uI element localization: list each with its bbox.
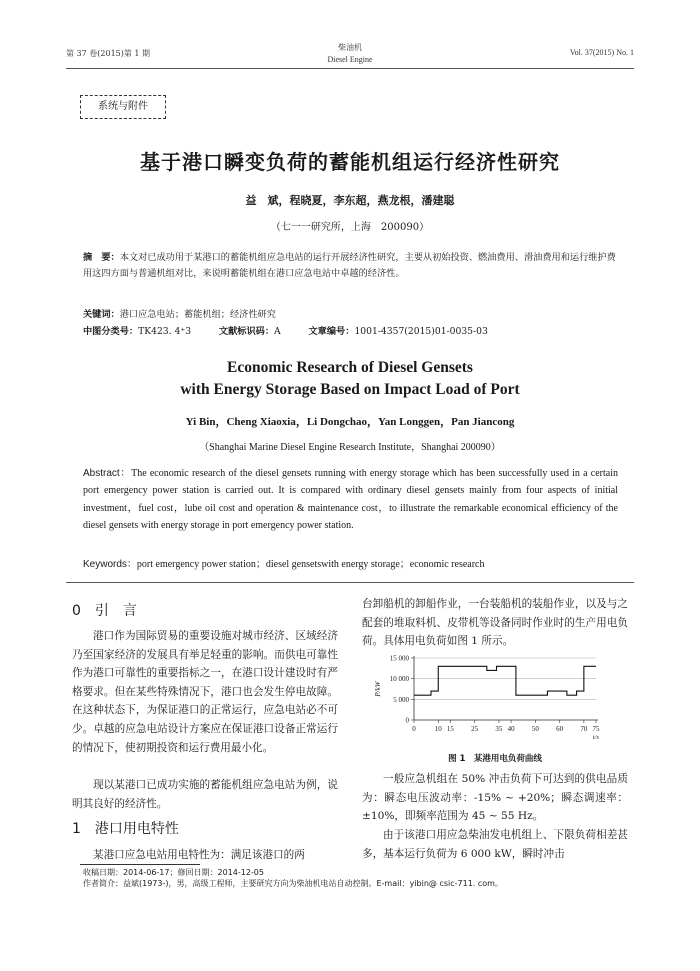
y-axis-label: P/kW xyxy=(374,681,382,697)
title-en-line1: Economic Research of Diesel Gensets xyxy=(227,359,473,376)
y-tick-label: 15 000 xyxy=(389,654,409,663)
x-tick-label: 50 xyxy=(531,725,539,733)
abstract-cn xyxy=(83,250,618,282)
clc-value: TK423. 4⁺3 xyxy=(138,326,192,337)
header-rule xyxy=(66,68,634,69)
doc-code-value: A xyxy=(274,326,281,337)
keywords-en xyxy=(83,556,618,573)
x-tick-label: 40 xyxy=(507,725,515,733)
authors-en: Yi Bin，Cheng Xiaoxia，Li Dongchao，Yan Longgen，Pan Jiancong xyxy=(185,416,515,428)
x-tick-label: 70 xyxy=(580,725,588,733)
x-axis-label: t/s xyxy=(592,734,600,741)
keywords-cn-label: 关键词： xyxy=(83,309,120,320)
abstract-en-text: The economic research of the diesel gensets running with energy storage which has been successfully used in a certain port emergency power station is carried out. It is compared with ordinary diesel gensets mainly from four aspects of initial investment，fuel cost，lube oil cost and operation & maintenance cost，to illustrate the remarkable economical efficiency of the diesel gensets with energy storage in port emergency power station. xyxy=(83,468,618,532)
section-0-heading: 0 引 言 xyxy=(72,603,137,619)
header-journal-name-cn: 柴油机 xyxy=(338,43,362,52)
abstract-en xyxy=(83,465,618,535)
article-no-value: 1001-4357(2015)01-0035-03 xyxy=(354,326,488,337)
right-para-2: 一般应急机组在 50% 冲击负荷下可达到的供电品质为：瞬态电压波动率：-15% ~ +20%；瞬态调速率：±10%，即频率范围为 45 ~ 55 Hz。 xyxy=(362,773,628,823)
keywords-cn-text: 港口应急电站；蓄能机组；经济性研究 xyxy=(119,309,276,320)
load-curve-chart xyxy=(368,648,618,748)
x-tick-label: 15 xyxy=(446,725,454,733)
abstract-cn-text: 本文对已成功用于某港口的蓄能机组应急电站的运行开展经济性研究，主要从初始投资、燃油费用、滑油费用和运行维护费用这四方面与普通机组对比，来说明蓄能机组在港口应急电站中卓越的经济性。 xyxy=(83,252,616,279)
authors-cn: 益 斌，程晓夏，李东超，燕龙根，潘建聪 xyxy=(245,194,455,207)
right-para-3: 由于该港口用应急柴油发电机组上、下限负荷相差甚多，基本运行负荷为 6 000 kW，瞬时冲击 xyxy=(362,829,628,860)
keywords-en-label: Keywords： xyxy=(83,559,137,570)
section-0-para-2: 现以某港口已成功实施的蓄能机组应急电站为例，说明其良好的经济性。 xyxy=(72,779,338,810)
footnote-received: 收稿日期：2014-06-17；修回日期：2014-12-05 xyxy=(83,868,264,877)
x-tick-label: 35 xyxy=(495,725,503,733)
right-para-1: 台卸船机的卸船作业，一台装船机的装船作业，以及与之配套的堆取料机、皮带机等设备同时作业时的生产用电负荷。具体用电负荷如图 1 所示。 xyxy=(362,598,628,648)
header-journal-issue: 第 37 卷(2015)第 1 期 xyxy=(66,49,151,58)
classification-line xyxy=(83,324,618,340)
title-en-line2: with Energy Storage Based on Impact Load of Port xyxy=(180,381,520,398)
y-tick-label: 10 000 xyxy=(389,675,409,684)
title-en xyxy=(0,357,700,401)
header-volume: Vol. 37(2015) No. 1 xyxy=(569,48,634,57)
clc-label: 中图分类号： xyxy=(83,326,139,337)
series-line-load xyxy=(414,666,596,695)
abstract-cn-label: 摘 要： xyxy=(83,252,120,263)
abstract-rule xyxy=(66,582,634,583)
y-tick-label: 5 000 xyxy=(393,695,409,704)
x-tick-label: 10 xyxy=(434,725,442,733)
footnote-author: 作者简介：益斌(1973-)，男，高级工程师，主要研究方向为柴油机电站自动控制。E-mail：yibin@ csic-711. com。 xyxy=(83,879,503,888)
figure-1-caption: 图 1 某港用电负荷曲线 xyxy=(448,754,542,764)
affiliation-cn: （七一一研究所，上海 200090） xyxy=(270,222,430,233)
x-tick-label: 75 xyxy=(592,725,600,733)
article-no-label: 文章编号： xyxy=(308,326,355,337)
y-tick-label: 0 xyxy=(405,716,409,725)
section-0-para-1: 港口作为国际贸易的重要设施对城市经济、区域经济乃至国家经济的发展具有举足轻重的影响。而供电可靠性作为港口可靠性的重要指标之一，在港口设计建设时有严格要求。但在某些特殊情况下，港口也会发生停电故障。在这种状态下，为保证港口的正常运行，应急电站必不可少。卓越的应急电站设计方案应在保证港口设备正常运行的情况下，使初期投资和运行费用最小化。 xyxy=(72,630,338,754)
abstract-en-label: Abstract： xyxy=(83,468,132,479)
x-tick-label: 60 xyxy=(556,725,564,733)
keywords-cn xyxy=(83,307,618,323)
doc-code-label: 文献标识码： xyxy=(218,326,275,337)
header-journal-name-en: Diesel Engine xyxy=(327,55,373,64)
section-tag: 系统与附件 xyxy=(80,95,166,119)
affiliation-en: （Shanghai Marine Diesel Engine Research Institute，Shanghai 200090） xyxy=(199,442,501,453)
footnote-rule xyxy=(80,864,200,865)
section-1-heading: 1 港口用电特性 xyxy=(72,821,179,837)
section-1-para-1: 某港口应急电站用电特性为：满足该港口的两 xyxy=(93,849,305,861)
title-cn: 基于港口瞬变负荷的蓄能机组运行经济性研究 xyxy=(140,150,560,174)
keywords-en-text: port emergency power station；diesel gensetswith energy storage；economic research xyxy=(136,559,485,570)
x-tick-label: 0 xyxy=(412,725,416,733)
footnote xyxy=(83,867,643,889)
x-tick-label: 25 xyxy=(471,725,479,733)
